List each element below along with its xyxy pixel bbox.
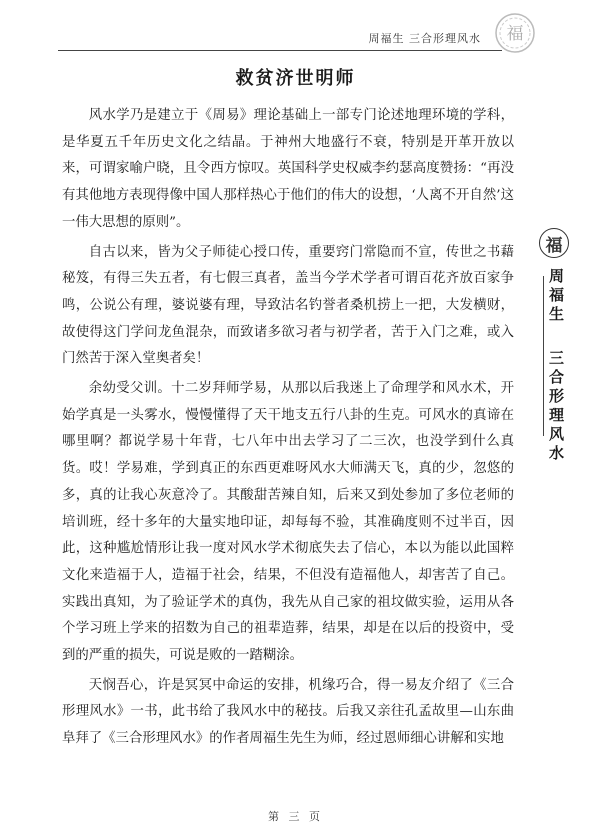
side-tab-author: 周福生	[547, 268, 565, 325]
body-text	[62, 103, 514, 756]
paragraph: 风水学乃是建立于《周易》理论基础上一部专门论述地理环境的学科，是华夏五千年历史文化之结晶。于神州大地盛行不衰，特别是开革开放以来，可谓家喻户晓，且令西方惊叹。英国科学史权威李约瑟高度赞扬：“再没有其他地方表现得像中国人那样热心于他们的伟大的设想，‘人离不开自然’这一伟大思想的原则”。	[62, 108, 514, 230]
header-rule	[58, 50, 502, 51]
running-header: 周福生 三合形理风水	[368, 32, 481, 45]
paragraph: 天悯吾心，许是冥冥中命运的安排，机缘巧合，得一易友介绍了《三合形理风水》一书，此书给了我风水中的秘技。后我又亲往孔孟故里—山东曲阜拜了《三合形理风水》的作者周福生先生为师，经过恩师细心讲解和实地	[62, 677, 514, 747]
page-title: 救贫济世明师	[235, 68, 356, 89]
page-number: 第 三 页	[268, 810, 323, 823]
side-tab-book-title: 三合形理风水	[547, 350, 565, 464]
side-tab-rule	[543, 276, 544, 436]
paragraph: 自古以来，皆为父子师徒心授口传，重要窍门常隐而不宣，传世之书藉秘笈，有得三失五者，有七假三真者，盖当今学术学者可谓百花齐放百家争鸣，公说公有理，婆说婆有理，导致沽名钓誉者桑机捞上一把，大发横财，故使得这门学问龙鱼混杂，而致诸多欲习者与初学者，苦于入门之难，或入门然苦于深入堂奥者矣！	[62, 244, 514, 367]
fu-badge-icon: 福	[539, 228, 569, 258]
seal-text: 福	[506, 24, 524, 44]
paragraph: 余幼受父训。十二岁拜师学易，从那以后我迷上了命理学和风水术，开始学真是一头雾水，慢慢懂得了天干地支五行八卦的生克。可风水的真谛在哪里啊？都说学易十年背，七八年中出去学习了二三次，也没学到什么真货。哎！学易难，学到真正的东西更难呀风水大师满天飞，真的少，忽悠的多，真的让我心灰意冷了。其酸甜苦辣自知，后来又到处参加了多位老师的培训班，经十多年的大量实地印证，却每每不验，其准确度则不过半百，因此，这种尴尬情形让我一度对风水学术彻底失去了信心，本以为能以此国粹文化来造福于人，造福于社会，结果，不但没有造福他人，却害苦了自己。实践出真知，为了验证学术的真伪，我先从自己家的祖坟做实验，运用从各个学习班上学来的招数为自己的祖辈造葬，结果，却是在以后的投资中，受到的严重的损失，可说是败的一踏糊涂。	[62, 381, 514, 664]
seal-logo-icon	[494, 12, 536, 54]
